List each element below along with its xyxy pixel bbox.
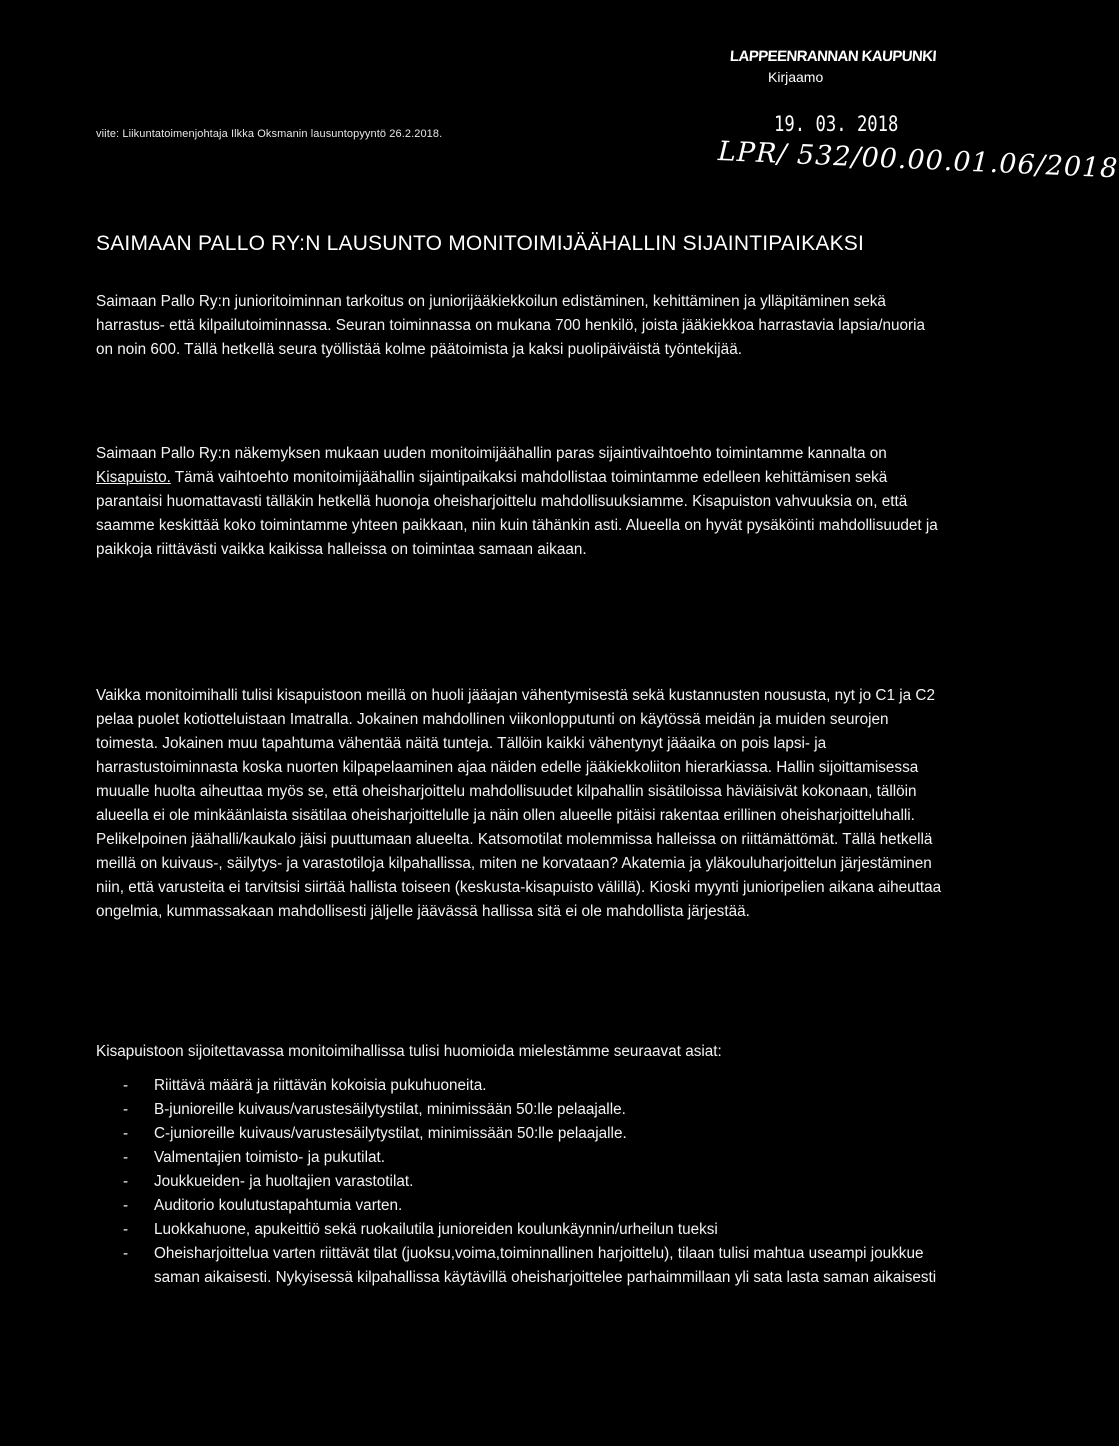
list-bullet: - — [123, 1125, 129, 1142]
kisapuisto-underlined: Kisapuisto. — [96, 469, 171, 486]
requirements-list — [96, 1074, 946, 1290]
paragraph-concerns: Vaikka monitoimihalli tulisi kisapuistoon meillä on huoli jääajan vähentymisestä sekä kustannusten noususta, nyt jo C1 ja C2 pelaa puolet kotiotteluistaan Imatralla. Jokainen mahdollinen viikonlopputunti on käytössä meidän ja muiden seurojen toimesta. Jokainen muu tapahtuma vähentää näitä tunteja. Tällöin kaikki vähentynyt jääaika on pois lapsi- ja harrastustoiminnasta koska nuorten kilpapelaaminen ajaa näiden edelle jääkiekkoliiton hierarkiassa. Hallin sijoittamisessa muualle huolta aiheuttaa myös se, että oheisharjoittelu mahdollisuudet kilpahallin sisätiloissa häviäisivät kokonaan, tällöin alueella ei ole minkäänlaista sisätilaa oheisharjoittelulle ja näin ollen alueelle pitäisi rakentaa erillinen oheisharjoitteluhalli. Pelikelpoinen jäähalli/kaukalo jäisi puuttumaan alueelta. Katsomotilat molemmissa halleissa on riittämättömät. Tällä hetkellä meillä on kuivaus-, säilytys- ja varastotiloja kilpahallissa, miten ne korvataan? Akatemia ja yläkouluharjoittelun järjestäminen niin, että varusteita ei tarvitsisi siirtää hallista toiseen (keskusta-kisapuisto välillä). Kioski myynti junioripelien aikana aiheuttaa ongelmia, kummassakaan mahdollisesti jäljelle jäävässä hallissa sitä ei ole mahdollista järjestää. — [96, 687, 942, 920]
list-item-text: Oheisharjoittelua varten riittävät tilat (juoksu,voima,toiminnallinen harjoittelu), tilaan tulisi mahtua useampi joukkue saman aikaisesti. Nykyisessä kilpahallissa käytävillä oheisharjoittelee parhaimmillaan yli sata lasta saman aikaisesti — [154, 1245, 937, 1286]
list-item — [96, 1194, 946, 1218]
paragraph-requirements-intro: Kisapuistoon sijoitettavassa monitoimihallissa tulisi huomioida mielestämme seuraavat asiat: — [96, 1043, 722, 1060]
stamp-date: 19. 03. 2018 — [774, 112, 899, 136]
stamp-organization: LAPPEENRANNAN KAUPUNKI — [729, 48, 937, 65]
list-item — [96, 1074, 946, 1098]
document-title: SAIMAAN PALLO RY:N LAUSUNTO MONITOIMIJÄÄHALLIN SIJAINTIPAIKAKSI — [96, 232, 865, 255]
list-item — [96, 1098, 946, 1122]
stamp-unit: Kirjaamo — [768, 69, 824, 85]
list-item-text: C-junioreille kuivaus/varustesäilytystilat, minimissään 50:lle pelaajalle. — [154, 1125, 627, 1142]
reference-line: viite: Liikuntatoimenjohtaja Ilkka Oksmanin lausuntopyyntö 26.2.2018. — [96, 128, 443, 140]
list-item — [96, 1242, 946, 1290]
list-item — [96, 1170, 946, 1194]
paragraph-location-opinion — [96, 442, 946, 562]
list-bullet: - — [123, 1245, 129, 1262]
list-item — [96, 1218, 946, 1242]
list-item-text: Joukkueiden- ja huoltajien varastotilat. — [154, 1173, 414, 1190]
paragraph-junior-activity: Saimaan Pallo Ry:n junioritoiminnan tarkoitus on juniorijääkiekkoilun edistäminen, kehittäminen ja ylläpitäminen sekä harrastus- että kilpailutoiminnassa. Seuran toiminnassa on mukana 700 henkilö, joista jääkiekkoa harrastavia lapsia/nuoria on noin 600. Tällä hetkellä seura työllistää kolme päätoimista ja kaksi puolipäiväistä työntekijää. — [96, 293, 926, 358]
list-item-text: Riittävä määrä ja riittävän kokoisia pukuhuoneita. — [154, 1077, 487, 1094]
stamp-diary-number: LPR/ 532/00.00.01.06/2018 — [717, 136, 1119, 185]
list-bullet: - — [123, 1221, 129, 1238]
paragraph-location-opinion-end: Tämä vaihtoehto monitoimijäähallin sijaintipaikaksi mahdollistaa toimintamme edelleen kehittämisen sekä parantaisi huomattavasti tälläkin hetkellä huonoja oheisharjoittelu mahdollisuuksiamme. Kisapuiston vahvuuksia on, että saamme keskittää koko toimintamme yhteen paikkaan, niin kuin tähänkin asti. Alueella on hyvät pysäköinti mahdollisuudet ja paikkoja riittävästi vaikka kaikissa halleissa on toimintaa samaan aikaan. — [96, 469, 938, 558]
list-item-text: Valmentajien toimisto- ja pukutilat. — [154, 1149, 385, 1166]
list-bullet: - — [123, 1077, 129, 1094]
list-bullet: - — [123, 1197, 129, 1214]
list-item-text: B-junioreille kuivaus/varustesäilytystilat, minimissään 50:lle pelaajalle. — [154, 1101, 626, 1118]
list-bullet: - — [123, 1101, 129, 1118]
list-item — [96, 1122, 946, 1146]
list-bullet: - — [123, 1149, 129, 1166]
list-item-text: Luokkahuone, apukeittiö sekä ruokailutila junioreiden koulunkäynnin/urheilun tueksi — [154, 1221, 718, 1238]
registry-stamp — [717, 48, 1119, 198]
list-item-text: Auditorio koulutustapahtumia varten. — [154, 1197, 403, 1214]
list-bullet: - — [123, 1173, 129, 1190]
paragraph-location-opinion-start: Saimaan Pallo Ry:n näkemyksen mukaan uuden monitoimijäähallin paras sijaintivaihtoehto toimintamme kannalta on — [96, 445, 887, 462]
list-item — [96, 1146, 946, 1170]
